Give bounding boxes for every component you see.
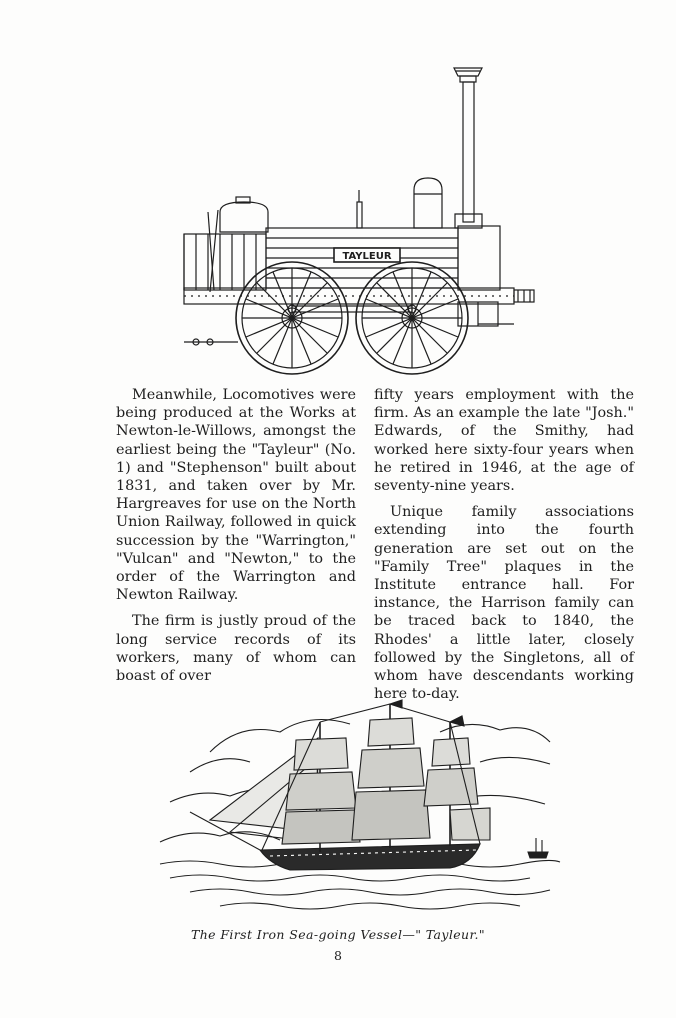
locomotive-illustration [178,62,550,382]
page-number: 8 [334,948,342,963]
text-column-right [374,386,634,711]
nameplate-text: TAYLEUR [342,251,392,262]
paragraph-service-continued: fifty years employment with the firm. As an example the late "Josh." Edwards, of the Smithy, had worked here sixty-four years when he retired in 1946, at the age of seventy-nine years. [374,387,634,495]
text-column-left [116,386,356,693]
rear-driving-wheel [356,262,468,374]
paragraph-service-records: The firm is justly proud of the long service records of its workers, many of whom can boast of over [116,613,356,685]
front-driving-wheel [236,262,348,374]
paragraph-family-associations: Unique family associations extending into the fourth generation are set out on the "Family Tree" plaques in the Institute entrance hall. For instance, the Harrison family can be traced back to 1840, the Rhodes' a little later, closely followed by the Singletons, all of whom have descendants working here to-day. [374,504,634,703]
ship-caption: The First Iron Sea-going Vessel—" Tayleur." [190,927,486,942]
paragraph-locomotives: Meanwhile, Locomotives were being produced at the Works at Newton-le-Willows, amongst the earliest being the "Tayleur" (No. 1) and "Stephenson" built about 1831, and taken over by Mr. Hargreaves for use on the North Union Railway, followed in quick succession by the "Warrington," "Vulcan" and "Newton," to the order of the Warrington and Newton Railway. [116,387,356,604]
ship-illustration [150,692,570,924]
